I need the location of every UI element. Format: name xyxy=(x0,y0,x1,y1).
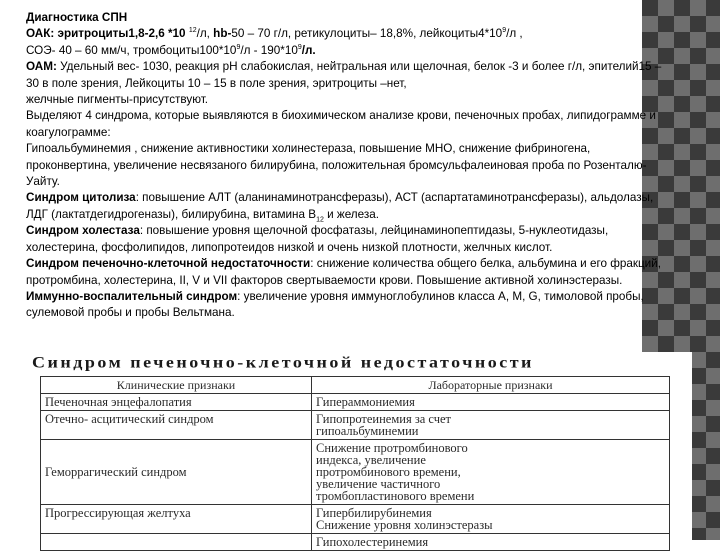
table-row: Гипохолестеринемия xyxy=(41,534,670,551)
col-header-lab: Лабораторные признаки xyxy=(312,377,670,394)
intro-paragraph: Выделяют 4 синдрома, которые выявляются в биохимическом анализе крови, печеночных пробах, липидограмме и коагулограмме: xyxy=(26,109,656,139)
col-header-clinical: Клинические признаки xyxy=(41,377,312,394)
table-row: Прогрессирующая желтуха Гипербилирубинемия Снижение уровня холинэстеразы xyxy=(41,505,670,534)
oak-line: ОАК: эритроциты1,8-2,6 *10 $^{12}$/л, hb-50 – 70 г/л, ретикулоциты– 18,8%, $лейкоциты4*10^9/л$ , xyxy=(26,27,523,41)
oak-line-2: СОЭ- 40 – 60 мм/ч, $тромбоциты100*10^9/л - 190*10^9/л$. xyxy=(26,43,316,57)
slide-text xyxy=(26,10,664,322)
cytolysis-paragraph: Синдром цитолиза: повышение АЛТ (аланинаминотрансферазы), АСТ (аспартатаминотрансферазы), альдолазы, ЛДГ (лактатдегидрогеназы), билирубина, витамина $В_{12}$ и железа. xyxy=(26,191,654,224)
syndrome-table xyxy=(40,376,670,551)
syndrome-table-figure xyxy=(26,352,692,549)
general-paragraph: Гипоальбуминемия , снижение активностики холинестераза, повышение МНО, снижение фибриногена, проконвертина, увеличение несвязаного билирубина, положительная бромсульфалеиновая проба по Розенталю-Уайту. xyxy=(26,142,647,189)
slide-title: Диагностика СПН xyxy=(26,11,128,24)
oam-paragraph: ОАМ: Удельный вес- 1030, реакция рН слабокислая, нейтральная или щелочная, белок -3 и более г/л, эпителий15 – 30 в поле зрения, Лейкоциты 10 – 15 в поле зрения, эритроциты –нет, желчные пигменты-присутствуют. xyxy=(26,60,662,107)
cholestasis-paragraph: Синдром холестаза: повышение уровня щелочной фосфатазы, лейцинаминопептидазы, 5-нуклеотидазы, холестерина, фосфолипидов, липопротеидов низкой и очень низкой плотности, желчных кислот. xyxy=(26,224,609,254)
immune-paragraph: Иммунно-воспалительный синдром: увеличение уровня иммуноглобулинов класса А, М, G, тимоловой пробы, сулемовой пробы и пробы Вельтмана. xyxy=(26,289,644,320)
table-row: Геморрагический синдром Снижение протромбинового индекса, увеличение протромбинового времени, увеличение частичного тромбопластинового времени xyxy=(41,440,670,505)
table-row: Печеночная энцефалопатия Гипераммониемия xyxy=(41,394,670,411)
table-title: Синдром печеночно-клеточной недостаточности xyxy=(32,353,534,372)
table-row: Отечно- асцитический синдром Гипопротеинемия за счет гипоальбуминемии xyxy=(41,411,670,440)
insufficiency-paragraph: Синдром печеночно-клеточной недостаточности: снижение количества общего белка, альбумина и его фракций, протромбина, холестерина, II, V и VII факторов свертываемости крови. Повышение активной холинэстеразы. xyxy=(26,257,661,287)
